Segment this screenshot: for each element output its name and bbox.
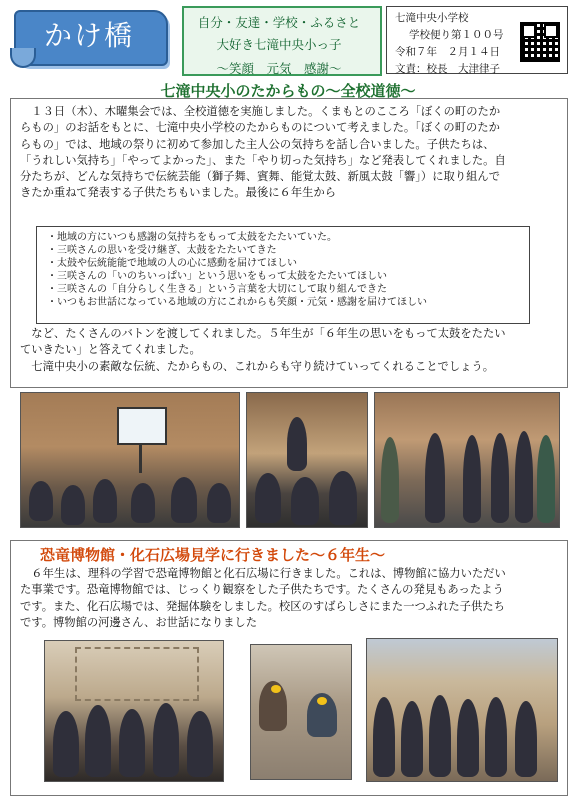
dinosaur-skeleton bbox=[75, 647, 199, 701]
student-figure bbox=[291, 477, 319, 525]
motto-line-1: 自分・友達・学校・ふるさと bbox=[197, 15, 361, 30]
body-line: らもの」では、地域の祭りに初めて参加した主人公の気持ちを話し合いました。子供たちは、 bbox=[20, 137, 495, 151]
student-figure bbox=[463, 435, 481, 523]
student-figure bbox=[131, 483, 155, 523]
student-figure bbox=[85, 705, 111, 777]
issue-number: 学校便り第１００号 bbox=[409, 29, 504, 41]
student-figure bbox=[425, 433, 445, 523]
body-line: 分たちが、どんな気持ちで伝統芸能（獅子舞、賓舞、能覚太鼓、新風太鼓「響」）に取り組んで bbox=[20, 170, 501, 184]
student-figure bbox=[401, 701, 423, 777]
body-line: た事業です。恐竜博物館では、じっくり観察をした子供たちです。たくさんの発見もあったよう bbox=[20, 583, 504, 597]
student-figure bbox=[457, 699, 479, 777]
student-figure bbox=[485, 697, 507, 777]
school-motto-box bbox=[182, 6, 382, 76]
tv-stand bbox=[139, 443, 142, 473]
body-line: 「うれしい気持ち」「やってよかった」、また「やり切った気持ち」など発表してくれました。自 bbox=[20, 153, 506, 167]
body-line: ていきたい」と答えてくれました。 bbox=[20, 343, 201, 357]
baton-messages-box bbox=[36, 226, 530, 324]
student-figure bbox=[373, 697, 395, 777]
body-line: ６年生は、理科の学習で恐竜博物館と化石広場に行きました。これは、博物館に協力いただい bbox=[20, 567, 506, 580]
qr-code-icon[interactable] bbox=[520, 22, 560, 62]
photo-sixth-graders-speech bbox=[374, 392, 560, 528]
photo-fossil-digging bbox=[250, 644, 352, 780]
body-line: １３日（木）、木曜集会では、全校道徳を実施しました。くまもとのこころ「ぼくの町のたか bbox=[20, 105, 501, 118]
student-figure bbox=[287, 417, 307, 471]
section-moral-education-title: 七滝中央小のたからもの～全校道徳～ bbox=[160, 82, 416, 100]
student-figure bbox=[255, 473, 281, 523]
list-item: ・地域の方にいつも感謝の気持ちをもって太鼓をたたいていた。 bbox=[47, 232, 337, 243]
student-figure bbox=[329, 471, 357, 525]
student-figure bbox=[29, 481, 53, 521]
body-line: です。また、化石広場では、発掘体験をしました。校区のすばらしさにまた一つふれた子供たち bbox=[20, 599, 505, 613]
section-moral-education-closing bbox=[20, 326, 560, 375]
student-figure bbox=[381, 437, 399, 523]
body-line: です。博物館の河邊さん、お世話になりました bbox=[20, 615, 258, 629]
body-line: らもの」のお話をもとに、七滝中央小学校のたからものについて考えました。「ぼくの町のたか bbox=[20, 121, 500, 135]
photo-assembly-screen bbox=[20, 392, 240, 528]
photo-museum-group bbox=[44, 640, 224, 782]
helmet-icon bbox=[271, 685, 281, 693]
student-figure bbox=[429, 695, 451, 777]
section-moral-education-body bbox=[20, 104, 560, 202]
issue-date: 令和７年 ２月１４日 bbox=[395, 46, 500, 58]
student-figure bbox=[119, 709, 145, 777]
photo-fossil-plaza-group bbox=[366, 638, 558, 782]
list-item: ・三咲さんの「自分らしく生きる」という言葉を大切にして取り組んできた bbox=[47, 284, 387, 295]
body-line: 七滝中央小の素敵な伝統、たからもの、これからも守り続けていってくれることでしょう。 bbox=[20, 359, 495, 373]
student-figure bbox=[153, 703, 179, 777]
body-line: など、たくさんのバトンを渡してくれました。５年生が「６年生の思いをもって太鼓をたたい bbox=[20, 327, 506, 340]
student-figure bbox=[491, 433, 509, 523]
student-figure bbox=[171, 477, 197, 523]
photo-students-discussion bbox=[246, 392, 368, 528]
list-item: ・太鼓や伝統能能で地域の人の心に感動を届けてほしい bbox=[47, 258, 297, 269]
newsletter-title: かけ橋 bbox=[43, 19, 134, 52]
issue-author: 文責：校長 大津律子 bbox=[395, 63, 500, 75]
student-figure bbox=[187, 711, 213, 777]
list-item: ・三咲さんの「いのちいっぱい」という思いをもって太鼓をたたいてほしい bbox=[47, 271, 387, 282]
helmet-icon bbox=[317, 697, 327, 705]
student-figure bbox=[93, 479, 117, 523]
student-figure bbox=[53, 711, 79, 777]
student-figure bbox=[515, 431, 533, 523]
section-dinosaur-museum-title: 恐竜博物館・化石広場見学に行きました～６年生～ bbox=[40, 546, 386, 564]
list-item: ・いつもお世話になっている地域の方にこれからも笑顔・元気・感謝を届けてほしい bbox=[47, 297, 427, 308]
student-figure bbox=[61, 485, 85, 525]
motto-line-2: 大好き七滝中央小っ子 bbox=[216, 37, 342, 52]
motto-line-3: ～笑顔 元気 感謝～ bbox=[216, 61, 342, 76]
school-name: 七滝中央小学校 bbox=[395, 12, 469, 24]
student-figure bbox=[537, 435, 555, 523]
student-figure bbox=[515, 701, 537, 777]
list-item: ・三咲さんの思いを受け継ぎ、太鼓をたたいてきた bbox=[47, 245, 277, 256]
tv-screen bbox=[117, 407, 167, 445]
body-line: きたか重ねて発表する子供たちもいました。最後に６年生から bbox=[20, 186, 337, 200]
section-dinosaur-museum-body bbox=[20, 566, 560, 631]
student-figure bbox=[207, 483, 231, 523]
